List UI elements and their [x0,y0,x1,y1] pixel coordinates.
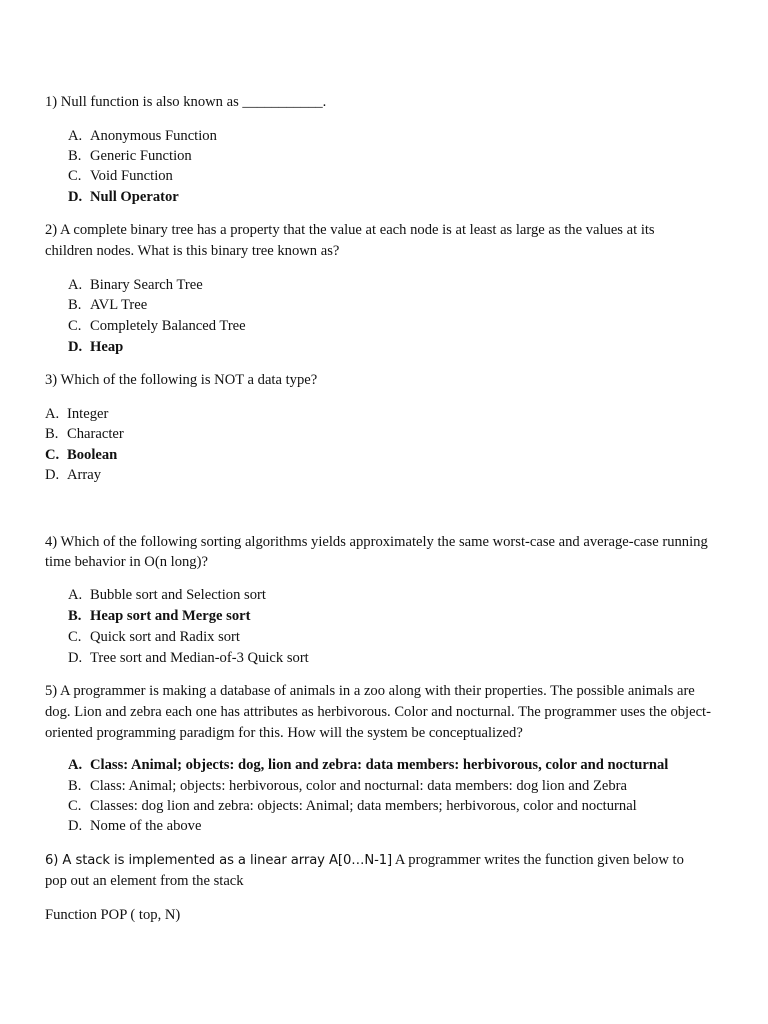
question-3-option-a [45,404,108,424]
question-5-option-b [68,776,627,796]
option-text: Boolean [67,447,118,463]
option-letter: C. [68,318,82,334]
option-text: Integer [67,406,109,422]
option-letter: B. [68,778,82,794]
question-4-text-line-2: time behavior in O(n long)? [45,554,208,570]
option-letter: A. [68,277,83,293]
question-1-text: 1) Null function is also known as ___________. [45,94,327,110]
question-5-option-d [68,816,201,836]
option-text: Generic Function [90,148,192,164]
option-letter: A. [45,406,60,422]
question-3-option-d [45,465,101,485]
question-1-option-b [68,146,192,166]
option-text: Nome of the above [90,818,202,834]
option-text: Completely Balanced Tree [90,318,246,334]
option-letter: C. [68,168,82,184]
option-letter: B. [45,426,59,442]
question-5-text-line-2: dog. Lion and zebra each one has attributes as herbivorous. Color and nocturnal. The programmer uses the object- [45,704,711,720]
question-6-text-rest: A programmer writes the function given below to [392,852,684,868]
option-text: Classes: dog lion and zebra: objects: Animal; data members; herbivorous, color and nocturnal [90,798,637,814]
option-text: Array [67,467,102,483]
question-4-option-b-answer [68,606,251,626]
question-5-option-c [68,796,637,816]
option-text: Void Function [90,168,173,184]
function-signature: Function POP ( top, N) [45,907,181,923]
option-text: Quick sort and Radix sort [90,629,240,645]
question-5-option-a-answer [68,755,668,775]
option-text: Null Operator [90,189,179,205]
question-5-text-line-3: oriented programming paradigm for this. How will the system be conceptualized? [45,725,523,741]
option-letter: D. [68,818,83,834]
option-letter: A. [68,757,83,773]
option-letter: D. [68,339,83,355]
option-text: Class: Animal; objects: herbivorous, color and nocturnal: data members: dog lion and Zebra [90,778,628,794]
question-1-option-d-answer [68,187,179,207]
question-2-option-b [68,295,147,315]
option-letter: D. [45,467,60,483]
question-4-option-c [68,627,240,647]
question-2-option-a [68,275,203,295]
option-letter: C. [45,447,60,463]
option-letter: A. [68,587,83,603]
option-text: Class: Animal; objects: dog, lion and zebra: data members: herbivorous, color and nocturnal [90,757,669,773]
option-letter: B. [68,148,82,164]
question-2-text-line-1: 2) A complete binary tree has a property that the value at each node is at least as large as the values at its [45,222,655,238]
question-1-option-c [68,166,173,186]
question-1-option-a [68,126,217,146]
option-text: Bubble sort and Selection sort [90,587,266,603]
option-letter: D. [68,189,83,205]
question-2-option-c [68,316,246,336]
option-letter: A. [68,128,83,144]
question-6-text-sans-part: 6) A stack is implemented as a linear array A[0…N-1] [45,853,393,868]
question-4-option-d [68,648,309,668]
option-text: Heap [90,339,124,355]
question-5-text-line-1: 5) A programmer is making a database of animals in a zoo along with their properties. The possible animals are [45,683,695,699]
option-text: Heap sort and Merge sort [90,608,251,624]
option-letter: D. [68,650,83,666]
option-text: Anonymous Function [90,128,217,144]
question-4-text-line-1: 4) Which of the following sorting algorithms yields approximately the same worst-case and average-case running [45,534,708,550]
question-3-option-b [45,424,124,444]
option-text: AVL Tree [90,297,148,313]
question-6-text-line-2: pop out an element from the stack [45,873,244,889]
option-letter: B. [68,297,82,313]
option-text: Character [67,426,124,442]
question-6-text-line-1 [45,850,684,871]
question-2-option-d-answer [68,337,123,357]
option-text: Tree sort and Median-of-3 Quick sort [90,650,309,666]
option-letter: B. [68,608,82,624]
option-text: Binary Search Tree [90,277,203,293]
option-letter: C. [68,798,82,814]
option-letter: C. [68,629,82,645]
question-3-option-c-answer [45,445,117,465]
question-4-option-a [68,585,266,605]
question-2-text-line-2: children nodes. What is this binary tree known as? [45,243,340,259]
question-3-text: 3) Which of the following is NOT a data type? [45,372,318,388]
